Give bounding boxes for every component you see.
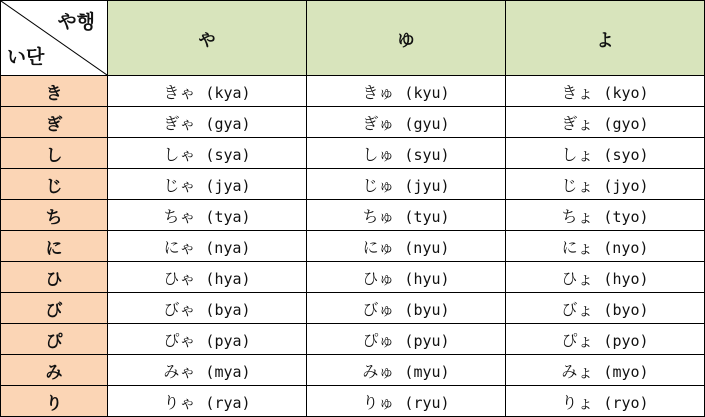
row-header: じ (1, 169, 108, 200)
kana-text: ひゅ (362, 268, 395, 288)
table-cell (307, 262, 506, 293)
table-cell (506, 324, 705, 355)
table-cell (108, 324, 307, 355)
table-cell (108, 138, 307, 169)
table-cell (307, 293, 506, 324)
table-cell (108, 262, 307, 293)
table-cell (307, 324, 506, 355)
table-row (1, 231, 705, 262)
table-cell (506, 355, 705, 386)
romanization-text: (gya) (205, 114, 251, 133)
kana-text: ちゅ (362, 206, 395, 226)
table-cell (108, 386, 307, 417)
column-header-yu: ゆ (307, 1, 506, 76)
corner-cell (1, 1, 108, 76)
table-row (1, 200, 705, 231)
table-row (1, 76, 705, 107)
romanization-text: (tya) (205, 207, 251, 226)
romanization-text: (tyu) (404, 207, 450, 226)
corner-column-label: や행 (57, 11, 95, 33)
table-cell (108, 293, 307, 324)
table-cell (506, 386, 705, 417)
kana-text: きゃ (163, 82, 196, 102)
table-row (1, 262, 705, 293)
romanization-text: (ryo) (603, 393, 649, 412)
kana-text: じゅ (362, 175, 395, 195)
table-cell (506, 293, 705, 324)
romanization-text: (bya) (205, 300, 251, 319)
row-header: ひ (1, 262, 108, 293)
table-cell (506, 231, 705, 262)
romanization-text: (sya) (205, 145, 251, 164)
kana-text: みょ (561, 361, 594, 381)
romanization-text: (myu) (404, 362, 450, 381)
table-row (1, 107, 705, 138)
kana-text: りゅ (362, 392, 395, 412)
romanization-text: (myo) (603, 362, 649, 381)
romanization-text: (rya) (205, 393, 251, 412)
kana-text: しょ (561, 144, 594, 164)
romanization-text: (nya) (205, 238, 251, 257)
romanization-text: (byu) (404, 300, 450, 319)
romanization-text: (jyo) (603, 176, 649, 195)
table-cell (108, 200, 307, 231)
romanization-text: (pyu) (404, 331, 450, 350)
kana-text: きょ (561, 82, 594, 102)
romanization-text: (ryu) (404, 393, 450, 412)
table-row (1, 293, 705, 324)
kana-text: しゃ (163, 144, 196, 164)
column-header-ya: や (108, 1, 307, 76)
kana-text: ちょ (561, 206, 594, 226)
row-header: き (1, 76, 108, 107)
kana-text: みゃ (163, 361, 196, 381)
column-header-yo: よ (506, 1, 705, 76)
kana-text: ひゃ (163, 268, 196, 288)
romanization-text: (nyo) (603, 238, 649, 257)
table-cell (108, 231, 307, 262)
row-header: ぴ (1, 324, 108, 355)
row-header: み (1, 355, 108, 386)
row-header: に (1, 231, 108, 262)
kana-text: しゅ (362, 144, 395, 164)
romanization-text: (byo) (603, 300, 649, 319)
romanization-text: (tyo) (603, 207, 649, 226)
row-header: り (1, 386, 108, 417)
kana-text: びゃ (163, 299, 196, 319)
table-cell (108, 107, 307, 138)
romanization-text: (hyu) (404, 269, 450, 288)
table-cell (307, 231, 506, 262)
kana-text: ひょ (561, 268, 594, 288)
kana-text: にゃ (163, 237, 196, 257)
table-cell (108, 355, 307, 386)
corner-row-label: い단 (7, 46, 45, 68)
romanization-text: (pya) (205, 331, 251, 350)
kana-text: ぴょ (561, 330, 594, 350)
romanization-text: (kyu) (404, 83, 450, 102)
romanization-text: (pyo) (603, 331, 649, 350)
romanization-text: (gyo) (603, 114, 649, 133)
table-cell (307, 386, 506, 417)
table-body (1, 76, 705, 417)
table-cell (307, 76, 506, 107)
romanization-text: (syo) (603, 145, 649, 164)
kana-text: ぎゅ (362, 113, 395, 133)
romanization-text: (mya) (205, 362, 251, 381)
kana-text: ぴゃ (163, 330, 196, 350)
table-cell (108, 169, 307, 200)
table-cell (307, 107, 506, 138)
table-row (1, 386, 705, 417)
table-cell (506, 107, 705, 138)
romanization-text: (nyu) (404, 238, 450, 257)
romanization-text: (kya) (205, 83, 251, 102)
kana-text: ちゃ (163, 206, 196, 226)
romanization-text: (gyu) (404, 114, 450, 133)
kana-text: びょ (561, 299, 594, 319)
kana-text: ぎゃ (163, 113, 196, 133)
kana-text: みゅ (362, 361, 395, 381)
table-row (1, 169, 705, 200)
table-cell (307, 169, 506, 200)
romanization-text: (kyo) (603, 83, 649, 102)
kana-text: じゃ (163, 175, 196, 195)
kana-text: りゃ (163, 392, 196, 412)
table-row (1, 355, 705, 386)
kana-text: にょ (561, 237, 594, 257)
table-cell (108, 76, 307, 107)
table-row (1, 324, 705, 355)
table-cell (307, 355, 506, 386)
row-header: し (1, 138, 108, 169)
kana-text: ぴゅ (362, 330, 395, 350)
table-cell (506, 138, 705, 169)
romanization-text: (hya) (205, 269, 251, 288)
kana-text: びゅ (362, 299, 395, 319)
table-cell (506, 169, 705, 200)
romanization-text: (hyo) (603, 269, 649, 288)
table-row (1, 138, 705, 169)
romanization-text: (syu) (404, 145, 450, 164)
row-header: ち (1, 200, 108, 231)
table-cell (307, 138, 506, 169)
table-cell (307, 200, 506, 231)
kana-text: きゅ (362, 82, 395, 102)
kana-text: にゅ (362, 237, 395, 257)
table-cell (506, 262, 705, 293)
kana-text: じょ (561, 175, 594, 195)
header-row (1, 1, 705, 76)
row-header: ぎ (1, 107, 108, 138)
table-cell (506, 76, 705, 107)
row-header: び (1, 293, 108, 324)
romanization-text: (jyu) (404, 176, 450, 195)
kana-text: りょ (561, 392, 594, 412)
table-cell (506, 200, 705, 231)
kana-text: ぎょ (561, 113, 594, 133)
romanization-text: (jya) (205, 176, 251, 195)
